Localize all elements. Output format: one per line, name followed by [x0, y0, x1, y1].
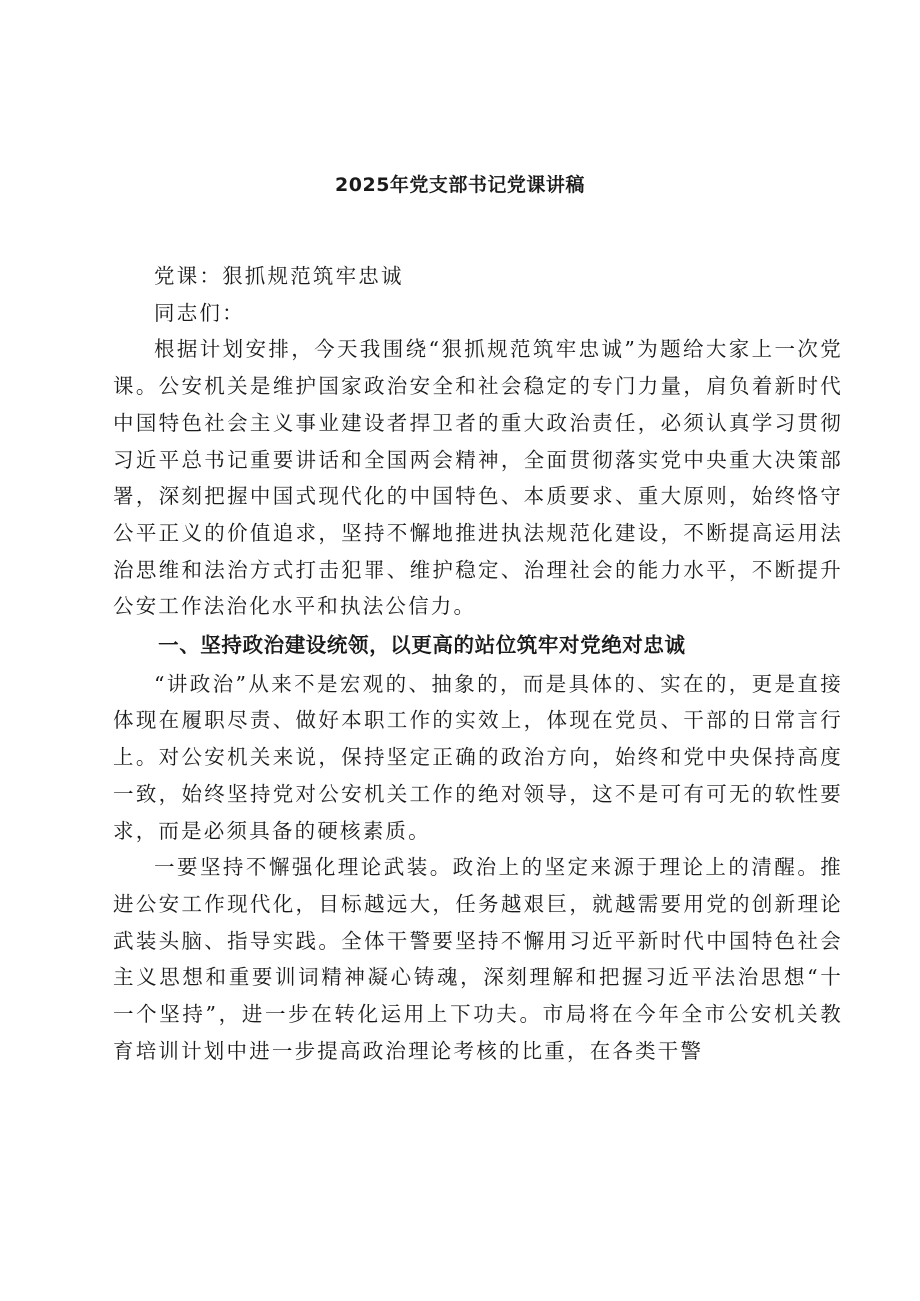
document-body	[113, 258, 843, 1069]
section-paragraph: 一要坚持不懈强化理论武装。政治上的坚定来源于理论上的清醒。推进公安工作现代化，目标越远大，任务越艰巨，就越需要用党的创新理论武装头脑、指导实践。全体干警要坚持不懈用习近平新时代中国特色社会主义思想和重要训词精神凝心铸魂，深刻理解和把握习近平法治思想“十一个坚持”，进一步在转化运用上下功夫。市局将在今年全市公安机关教育培训计划中进一步提高政治理论考核的比重，在各类干警	[113, 855, 843, 1063]
section-paragraph: “讲政治”从来不是宏观的、抽象的，而是具体的、实在的，更是直接体现在履职尽责、做好本职工作的实效上，体现在党员、干部的日常言行上。对公安机关来说，保持坚定正确的政治方向，始终和党中央保持高度一致，始终坚持党对公安机关工作的绝对领导，这不是可有可无的软性要求，而是必须具备的硬核素质。	[113, 671, 843, 843]
salutation: 同志们：	[154, 300, 245, 325]
lesson-line: 党课：狠抓规范筑牢忠诚	[154, 264, 404, 288]
section-heading: 一、坚持政治建设统领，以更高的站位筑牢对党绝对忠诚	[158, 633, 686, 658]
intro-paragraph: 根据计划安排，今天我围绕“狠抓规范筑牢忠诚”为题给大家上一次党课。公安机关是维护国家政治安全和社会稳定的专门力量，肩负着新时代中国特色社会主义事业建设者捍卫者的重大政治责任，必须认真学习贯彻习近平总书记重要讲话和全国两会精神，全面贯彻落实党中央重大决策部署，深刻把握中国式现代化的中国特色、本质要求、重大原则，始终恪守公平正义的价值追求，坚持不懈地推进执法规范化建设，不断提高运用法治思维和法治方式打击犯罪、维护稳定、治理社会的能力水平，不断提升公安工作法治化水平和执法公信力。	[113, 337, 843, 619]
document-title: 2025年党支部书记党课讲稿	[335, 174, 585, 196]
